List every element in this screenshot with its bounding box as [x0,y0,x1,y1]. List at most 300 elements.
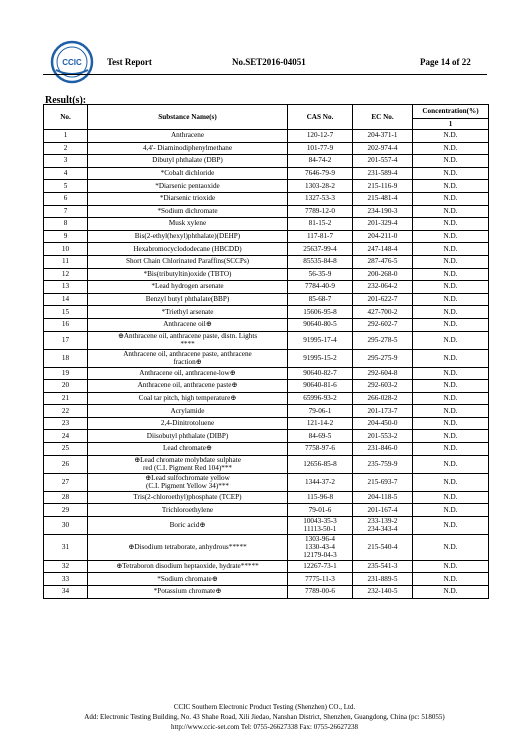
cell-concentration [413,491,489,504]
cell-substance-line: *Potassium chromate⊕ [153,587,222,596]
cell-concentration-line: N.D. [443,206,458,215]
cell-ec-line: 234-190-3 [367,206,398,215]
cell-no-line: 11 [62,257,69,266]
cell-no-line: 3 [63,156,68,165]
ccic-logo [50,40,94,84]
table-row [44,130,489,143]
cell-no-line: 30 [61,520,70,529]
table-row [44,380,489,393]
cell-substance [88,318,288,331]
cell-cas-line: 7789-00-6 [305,587,335,596]
cell-concentration [413,430,489,443]
cell-ec-line: 231-889-5 [367,574,398,583]
cell-cas-line: 79-06-1 [308,406,332,415]
page-indicator: Page 14 of 22 [420,57,471,67]
cell-cas [288,516,353,534]
table-row [44,142,489,155]
cell-cas [288,318,353,331]
cell-cas-line: 101-77-9 [306,143,334,152]
cell-substance [88,155,288,168]
cell-substance-line: *Sodium chromate⊕ [157,574,218,583]
cell-concentration [413,167,489,180]
cell-substance [88,293,288,306]
cell-no-line: 2 [63,143,68,152]
cell-concentration-line: N.D. [443,492,458,501]
table-row [44,180,489,193]
cell-ec-line: 204-371-1 [367,131,398,140]
cell-concentration [413,560,489,573]
cell-concentration-line: N.D. [443,419,458,428]
cell-concentration-line: N.D. [443,257,458,266]
cell-no-line: 21 [61,393,70,402]
cell-concentration [413,331,489,349]
cell-substance [88,349,288,367]
cell-ec [353,230,413,243]
table-row [44,255,489,268]
cell-substance [88,430,288,443]
cell-substance [88,180,288,193]
table-row [44,167,489,180]
col-concentration-subheader: 1 [413,119,489,130]
cell-concentration-line: N.D. [443,307,458,316]
col-ec-header: EC No. [353,105,413,130]
cell-no [44,586,88,599]
table-row [44,491,489,504]
cell-substance-line: Hexabromocyclododecane (HBCDD) [133,244,242,253]
cell-substance-line: Lead chromate⊕ [163,444,212,453]
cell-ec-line: 427-700-2 [367,307,398,316]
cell-concentration [413,380,489,393]
cell-substance-line: fraction⊕ [173,358,202,366]
cell-ec-line: 266-028-2 [367,393,398,402]
cell-cas [288,331,353,349]
cell-no-line: 4 [63,169,68,178]
table-row [44,504,489,517]
cell-cas [288,586,353,599]
cell-substance-line: *Bis(tributyltin)oxide (TBTO) [143,269,232,278]
cell-cas [288,430,353,443]
cell-cas-line: 7784-40-9 [305,282,335,291]
cell-cas [288,405,353,418]
col-no-header: No. [44,105,88,130]
cell-concentration-line: N.D. [443,368,458,377]
cell-ec-line: 292-603-2 [367,381,398,390]
cell-cas-line: 1330-43-4 [305,543,335,552]
cell-substance-line: Tris(2-chloroethyl)phosphate (TCEP) [133,492,242,501]
cell-substance [88,268,288,281]
cell-ec-line: 201-622-7 [367,295,398,304]
cell-no-line: 33 [61,574,70,583]
table-row [44,349,489,367]
cell-cas-line: 1344-37-2 [305,477,335,486]
cell-substance [88,491,288,504]
cell-substance-line: Trichloroethylene [161,505,214,514]
cell-substance-line: **** [180,340,195,348]
cell-ec [353,331,413,349]
table-row [44,306,489,319]
cell-substance [88,405,288,418]
cell-substance [88,473,288,491]
cell-concentration-line: N.D. [443,295,458,304]
cell-ec-line: 204-118-5 [367,492,398,501]
cell-cas-line: 25637-99-4 [303,244,337,253]
report-header [0,0,529,100]
cell-no [44,349,88,367]
cell-substance [88,367,288,380]
cell-concentration [413,417,489,430]
cell-substance [88,167,288,180]
cell-concentration-line: N.D. [443,520,458,529]
cell-concentration-line: N.D. [443,335,458,344]
cell-cas [288,349,353,367]
table-row [44,218,489,231]
cell-cas [288,205,353,218]
cell-no-line: 31 [61,542,70,551]
cell-ec [353,349,413,367]
cell-concentration [413,586,489,599]
cell-substance-line: Boric acid⊕ [169,520,206,529]
cell-substance [88,130,288,143]
cell-no [44,380,88,393]
cell-no [44,318,88,331]
cell-substance [88,534,288,560]
cell-concentration [413,318,489,331]
cell-cas [288,491,353,504]
cell-concentration [413,243,489,256]
cell-concentration-line: N.D. [443,459,458,468]
cell-ec [353,293,413,306]
cell-no-line: 28 [61,492,70,501]
cell-substance [88,586,288,599]
report-number: No.SET2016-04051 [232,57,306,67]
cell-ec-line: 201-173-7 [367,406,398,415]
cell-concentration-line: N.D. [443,194,458,203]
cell-ec-line: 247-148-4 [367,244,398,253]
cell-substance-line: ⊕Tetraboron disodium heptaoxide, hydrate***** [116,562,259,571]
cell-cas-line: 85-68-7 [308,295,332,304]
table-row [44,392,489,405]
cell-ec-line: 202-974-4 [367,143,398,152]
cell-cas [288,560,353,573]
table-row [44,560,489,573]
table-row [44,455,489,473]
cell-concentration [413,405,489,418]
cell-ec [353,367,413,380]
cell-concentration [413,142,489,155]
cell-cas [288,504,353,517]
cell-no [44,473,88,491]
cell-no-line: 17 [61,335,70,344]
cell-cas-line: 90640-82-7 [303,368,337,377]
cell-cas [288,243,353,256]
cell-substance-line: Diisobutyl phthalate (DIBP) [146,431,229,440]
cell-cas-line: 12179-04-3 [303,551,337,560]
cell-ec-line: 204-450-0 [367,419,398,428]
cell-no [44,367,88,380]
cell-substance [88,516,288,534]
cell-ec [353,392,413,405]
cell-no-line: 6 [63,194,68,203]
cell-no [44,430,88,443]
cell-no [44,573,88,586]
cell-substance [88,455,288,473]
cell-concentration [413,293,489,306]
cell-no-line: 8 [63,219,68,228]
cell-substance-line: *Diarsenic pentaoxide [155,181,220,190]
cell-no [44,331,88,349]
cell-no [44,392,88,405]
cell-ec [353,473,413,491]
cell-cas [288,534,353,560]
cell-cas-line: 121-14-2 [306,419,334,428]
cell-concentration-line: N.D. [443,393,458,402]
cell-substance-line: 2,4-Dinitrotoluene [160,419,215,428]
table-row [44,281,489,294]
cell-cas [288,573,353,586]
cell-no-line: 15 [61,307,70,316]
cell-no-line: 32 [61,562,70,571]
cell-no-line: 20 [61,381,70,390]
cell-concentration-line: N.D. [443,320,458,329]
cell-cas-line: 12656-85-8 [303,459,337,468]
cell-cas-line: 91995-15-2 [303,353,337,362]
cell-cas-line: 91995-17-4 [303,335,337,344]
cell-no [44,293,88,306]
cell-cas-line: 56-35-9 [308,269,332,278]
cell-substance-line: ⊕Disodium tetraborate, anhydrous***** [128,542,247,551]
cell-no-line: 16 [61,320,70,329]
cell-substance-line: Anthracene oil⊕ [163,320,212,329]
cell-substance [88,417,288,430]
cell-substance [88,380,288,393]
cell-concentration-line: N.D. [443,232,458,241]
cell-ec [353,516,413,534]
cell-cas-line: 10043-35-3 [303,517,337,526]
cell-ec-line: 235-541-3 [367,562,398,571]
table-row [44,367,489,380]
cell-no [44,130,88,143]
cell-concentration [413,534,489,560]
cell-no [44,167,88,180]
cell-concentration [413,443,489,456]
cell-ec-line: 232-140-5 [367,587,398,596]
cell-concentration [413,573,489,586]
cell-concentration [413,367,489,380]
results-table [43,104,489,599]
cell-no-line: 18 [61,353,70,362]
cell-ec [353,281,413,294]
table-row [44,534,489,560]
cell-ec [353,205,413,218]
cell-no [44,218,88,231]
cell-concentration-line: N.D. [443,477,458,486]
cell-concentration-line: N.D. [443,156,458,165]
table-row [44,318,489,331]
cell-no-line: 12 [61,269,70,278]
cell-no-line: 25 [61,444,70,453]
cell-ec [353,455,413,473]
cell-no-line: 10 [61,244,70,253]
cell-ec [353,443,413,456]
cell-concentration [413,392,489,405]
cell-no [44,504,88,517]
cell-concentration-line: N.D. [443,131,458,140]
cell-substance-line: Benzyl butyl phthalate(BBP) [145,295,230,304]
cell-substance-line: Bis(2-ethyl(hexyl)phthalate)(DEHP) [134,232,241,241]
cell-ec-line: 234-343-4 [367,525,398,534]
cell-concentration [413,218,489,231]
results-heading: Result(s): [45,95,87,106]
cell-ec-line: 231-589-4 [367,169,398,178]
cell-concentration-line: N.D. [443,244,458,253]
cell-no [44,534,88,560]
cell-cas-line: 11113-50-1 [303,525,337,534]
cell-ec-line: 201-167-4 [367,505,398,514]
cell-concentration [413,268,489,281]
cell-concentration [413,205,489,218]
cell-ec-line: 215-481-4 [367,194,398,203]
cell-no-line: 23 [61,419,70,428]
cell-concentration-line: N.D. [443,542,458,551]
footer-contact: http://www.ccic-set.com Tel: 0755-26627338 Fax: 0755-26627238 [170,723,359,731]
cell-no-line: 26 [61,459,70,468]
cell-ec-line: 200-268-0 [367,269,398,278]
cell-concentration [413,180,489,193]
cell-ec-line: 231-846-0 [367,444,398,453]
cell-substance-line: *Diarsenic trioxide [159,194,216,203]
cell-substance-line: Musk xylene [168,219,207,228]
cell-cas-line: 115-96-8 [306,492,334,501]
cell-ec [353,268,413,281]
cell-ec [353,380,413,393]
cell-ec-line: 235-759-9 [367,459,398,468]
cell-ec-line: 204-211-0 [367,232,398,241]
cell-concentration-line: N.D. [443,143,458,152]
cell-concentration [413,130,489,143]
cell-substance [88,560,288,573]
cell-ec-line: 215-540-4 [367,542,398,551]
cell-concentration-line: N.D. [443,353,458,362]
cell-ec-line: 292-604-8 [367,368,398,377]
cell-ec-line: 201-329-4 [367,219,398,228]
cell-no [44,455,88,473]
cell-concentration-line: N.D. [443,444,458,453]
cell-ec [353,218,413,231]
cell-cas-line: 84-69-5 [308,431,332,440]
cell-no-line: 5 [63,181,68,190]
cell-no-line: 14 [61,295,70,304]
cell-substance-line: Dibutyl phthalate (DBP) [152,156,223,165]
cell-ec [353,306,413,319]
table-row [44,430,489,443]
cell-substance-line: *Cobalt dichloride [160,169,215,178]
cell-substance-line: *Triethyl arsenate [161,307,214,316]
table-row [44,293,489,306]
cell-substance-line: ⊕Anthracene oil, anthracene paste, distn. Lights [117,332,258,340]
cell-substance-line: ⊕Lead sulfochromate yellow [145,474,230,483]
cell-substance [88,192,288,205]
cell-substance-line: red (C.I. Pigment Red 104)*** [142,464,233,473]
footer-address: Add: Electronic Testing Building, No. 43 Shahe Road, Xili Jiedao, Nanshan District, Shenzhen, Guangdong, China (pc: 518055) [84,713,445,721]
cell-substance [88,243,288,256]
cell-concentration-line: N.D. [443,181,458,190]
cell-substance-line: Acrylamide [170,406,205,415]
cell-cas-line: 15606-95-8 [303,307,337,316]
cell-ec-line: 201-557-4 [367,156,398,165]
table-row [44,473,489,491]
cell-no [44,560,88,573]
cell-cas-line: 117-81-7 [306,232,334,241]
header-divider [43,74,487,75]
svg-text:CCIC: CCIC [62,58,82,67]
cell-cas [288,142,353,155]
cell-ec-line: 233-139-2 [367,517,398,526]
cell-substance [88,205,288,218]
cell-ec-line: 201-553-2 [367,431,398,440]
col-cas-header: CAS No. [288,105,353,130]
cell-concentration-line: N.D. [443,169,458,178]
cell-ec [353,180,413,193]
table-row [44,573,489,586]
cell-cas-line: 1303-96-4 [305,535,335,544]
cell-cas [288,192,353,205]
cell-cas [288,155,353,168]
cell-cas [288,130,353,143]
cell-no [44,516,88,534]
report-title: Test Report [107,57,152,67]
cell-no-line: 24 [61,431,70,440]
cell-no [44,281,88,294]
table-row [44,205,489,218]
cell-concentration-line: N.D. [443,381,458,390]
cell-cas-line: 81-15-2 [308,219,332,228]
cell-ec [353,504,413,517]
cell-no [44,405,88,418]
cell-cas [288,255,353,268]
cell-substance-line: *Sodium dichromate [157,206,218,215]
cell-no [44,255,88,268]
table-row [44,417,489,430]
cell-ec [353,405,413,418]
cell-no [44,205,88,218]
cell-cas-line: 7789-12-0 [305,206,335,215]
cell-cas [288,218,353,231]
cell-ec [353,534,413,560]
cell-substance [88,504,288,517]
cell-no [44,443,88,456]
cell-cas-line: 7646-79-9 [305,169,335,178]
cell-no [44,268,88,281]
cell-concentration-line: N.D. [443,562,458,571]
cell-no [44,243,88,256]
cell-no-line: 22 [61,406,70,415]
cell-concentration [413,192,489,205]
table-row [44,155,489,168]
cell-concentration [413,349,489,367]
cell-cas-line: 1327-53-3 [305,194,335,203]
cell-ec [353,586,413,599]
cell-cas [288,455,353,473]
cell-ec [353,142,413,155]
cell-no [44,180,88,193]
cell-concentration [413,455,489,473]
cell-substance-line: Anthracene [170,131,205,140]
cell-ec-line: 295-275-9 [367,353,398,362]
cell-cas-line: 90640-80-5 [303,320,337,329]
cell-substance [88,255,288,268]
cell-substance [88,281,288,294]
cell-concentration [413,516,489,534]
